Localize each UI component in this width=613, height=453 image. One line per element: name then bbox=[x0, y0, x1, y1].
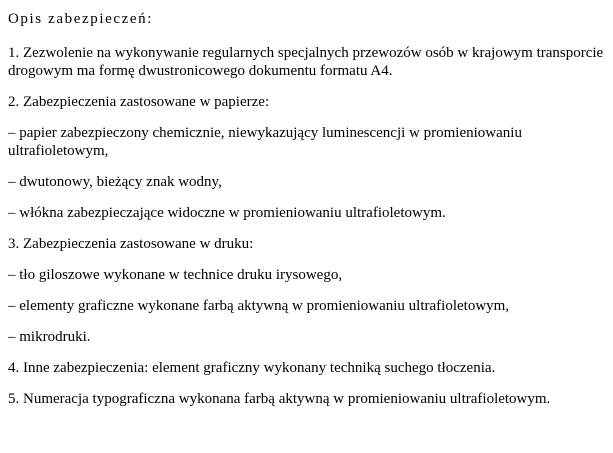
document-body bbox=[8, 10, 606, 421]
paragraph-2-paper-security-heading: 2. Zabezpieczenia zastosowane w papierze: bbox=[8, 94, 270, 110]
paragraph-microprint: – mikrodruki. bbox=[8, 329, 91, 345]
paragraph-watermark: – dwutonowy, bieżący znak wodny, bbox=[8, 174, 222, 190]
paragraph-3-print-security-heading: 3. Zabezpieczenia zastosowane w druku: bbox=[8, 236, 254, 252]
paragraph-uv-graphic-elements: – elementy graficzne wykonane farbą aktywną w promieniowaniu ultrafioletowym, bbox=[8, 298, 510, 314]
paragraph-chemical-paper: – papier zabezpieczony chemicznie, niewykazujący luminescencji w promieniowaniu ultrafioletowym, bbox=[8, 125, 522, 159]
paragraph-5-numbering: 5. Numeracja typograficzna wykonana farbą aktywną w promieniowaniu ultrafioletowym. bbox=[8, 391, 551, 407]
paragraph-guilloche-background: – tło giloszowe wykonane w technice druku irysowego, bbox=[8, 267, 343, 283]
document-title: Opis zabezpieczeń: bbox=[8, 11, 153, 27]
paragraph-1-permit-format: 1. Zezwolenie na wykonywanie regularnych specjalnych przewozów osób w krajowym transporcie drogowym ma formę dwustronicowego dokumentu formatu A4. bbox=[8, 45, 604, 79]
paragraph-4-other-security: 4. Inne zabezpieczenia: element graficzny wykonany techniką suchego tłoczenia. bbox=[8, 360, 496, 376]
paragraph-security-fibers: – włókna zabezpieczające widoczne w promieniowaniu ultrafioletowym. bbox=[8, 205, 446, 221]
